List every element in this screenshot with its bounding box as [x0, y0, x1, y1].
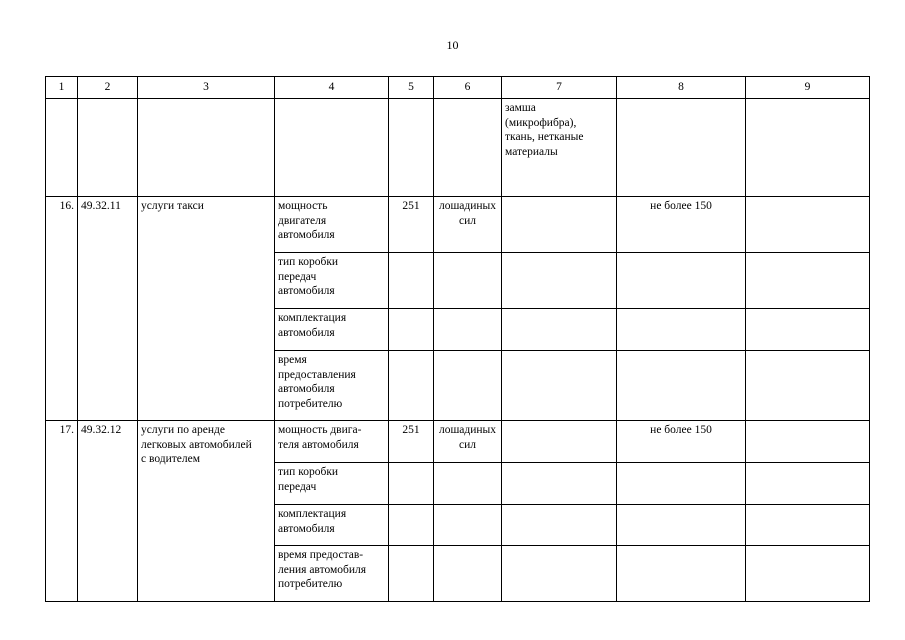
table-cell	[389, 309, 434, 351]
table-cell	[434, 351, 502, 421]
table-row	[46, 197, 870, 253]
table-row	[46, 99, 870, 197]
table-cell	[617, 546, 746, 602]
table-cell	[502, 197, 617, 253]
table-cell	[617, 351, 746, 421]
characteristic-name: мощность двига- теля автомобиля	[275, 421, 389, 463]
table-cell	[434, 253, 502, 309]
row-number: 17.	[46, 421, 78, 602]
table-cell	[746, 197, 870, 253]
column-header: 9	[746, 77, 870, 99]
table-cell	[78, 99, 138, 197]
column-header: 7	[502, 77, 617, 99]
okpd-code: 49.32.11	[78, 197, 138, 421]
characteristic-name: тип коробки передач	[275, 463, 389, 505]
column-header: 6	[434, 77, 502, 99]
page-number: 10	[446, 38, 459, 52]
table-header-row	[46, 77, 870, 99]
unit-name: лошадиных сил	[434, 421, 502, 463]
table-cell	[389, 99, 434, 197]
table-cell	[617, 309, 746, 351]
characteristic-name: время предоставления автомобиля потребителю	[275, 351, 389, 421]
table-cell	[389, 463, 434, 505]
service-name: услуги по аренде легковых автомобилей с водителем	[138, 421, 275, 602]
table-cell	[389, 546, 434, 602]
table-cell	[746, 421, 870, 463]
table-cell	[617, 253, 746, 309]
table-cell	[389, 351, 434, 421]
table-cell	[502, 463, 617, 505]
table-cell	[138, 99, 275, 197]
table-cell	[434, 99, 502, 197]
table-cell	[275, 99, 389, 197]
table-cell	[746, 351, 870, 421]
table-cell	[434, 546, 502, 602]
table-cell	[389, 253, 434, 309]
table-cell	[502, 309, 617, 351]
column-header: 8	[617, 77, 746, 99]
table-cell	[746, 99, 870, 197]
service-name: услуги такси	[138, 197, 275, 421]
table-cell	[434, 309, 502, 351]
table-cell	[746, 309, 870, 351]
characteristic-name: время предостав- ления автомобиля потребителю	[275, 546, 389, 602]
table-cell	[502, 351, 617, 421]
column-header: 2	[78, 77, 138, 99]
table-cell	[746, 505, 870, 546]
characteristic-name: мощность двигателя автомобиля	[275, 197, 389, 253]
table-cell	[746, 546, 870, 602]
characteristic-name: комплектация автомобиля	[275, 505, 389, 546]
unit-name: лошадиных сил	[434, 197, 502, 253]
table-cell	[617, 505, 746, 546]
unit-code: 251	[389, 197, 434, 253]
table-cell	[502, 546, 617, 602]
table-cell	[746, 253, 870, 309]
row-number: 16.	[46, 197, 78, 421]
characteristic-value: не более 150	[617, 197, 746, 253]
table-cell	[389, 505, 434, 546]
table-cell	[617, 463, 746, 505]
characteristic-name: тип коробки передач автомобиля	[275, 253, 389, 309]
column-header: 4	[275, 77, 389, 99]
column-header: 5	[389, 77, 434, 99]
requirements-table	[45, 76, 870, 602]
characteristic-value: не более 150	[617, 421, 746, 463]
column-header: 1	[46, 77, 78, 99]
characteristic-name: комплектация автомобиля	[275, 309, 389, 351]
table-cell	[617, 99, 746, 197]
column-header: 3	[138, 77, 275, 99]
table-cell	[502, 253, 617, 309]
table-cell	[502, 421, 617, 463]
table-cell	[46, 99, 78, 197]
okpd-code: 49.32.12	[78, 421, 138, 602]
table-cell	[434, 505, 502, 546]
table-row	[46, 421, 870, 463]
table-cell	[434, 463, 502, 505]
unit-code: 251	[389, 421, 434, 463]
table-cell	[502, 505, 617, 546]
table-cell: замша (микрофибра), ткань, нетканые материалы	[502, 99, 617, 197]
table-cell	[746, 463, 870, 505]
